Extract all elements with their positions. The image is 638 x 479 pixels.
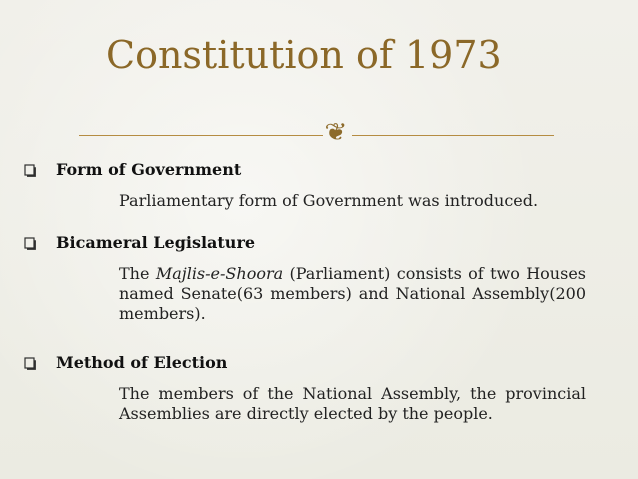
checkbox-bullet-icon	[24, 357, 36, 370]
section-heading-row	[24, 159, 594, 183]
decorative-flourish-icon: ❦	[324, 118, 348, 146]
section-heading: Bicameral Legislature	[56, 233, 256, 252]
section-heading-row	[24, 232, 594, 256]
section-body-text	[119, 264, 586, 324]
section-body-text: Parliamentary form of Government was introduced.	[119, 191, 539, 210]
section-heading-row	[24, 352, 594, 376]
section-heading: Method of Election	[56, 353, 228, 372]
section-method-of-election	[24, 352, 594, 424]
title-divider-left	[79, 135, 323, 136]
section-bicameral-legislature	[24, 232, 594, 324]
section-form-of-government	[24, 159, 594, 211]
body-prefix-text: The	[119, 264, 156, 283]
checkbox-bullet-icon	[24, 164, 36, 177]
section-heading: Form of Government	[56, 160, 242, 179]
body-suffix-text: (Parliament) consists of two Houses named Senate(63 members) and National Assembly(200 members).	[119, 264, 587, 323]
section-body-text: The members of the National Assembly, the provincial Assemblies are directly elected by the people.	[119, 384, 586, 423]
slide-title: Constitution of 1973	[106, 33, 502, 77]
checkbox-bullet-icon	[24, 237, 36, 250]
majlis-e-shoora-term: Majlis-e-Shoora	[155, 264, 284, 283]
title-divider-right	[352, 135, 554, 136]
